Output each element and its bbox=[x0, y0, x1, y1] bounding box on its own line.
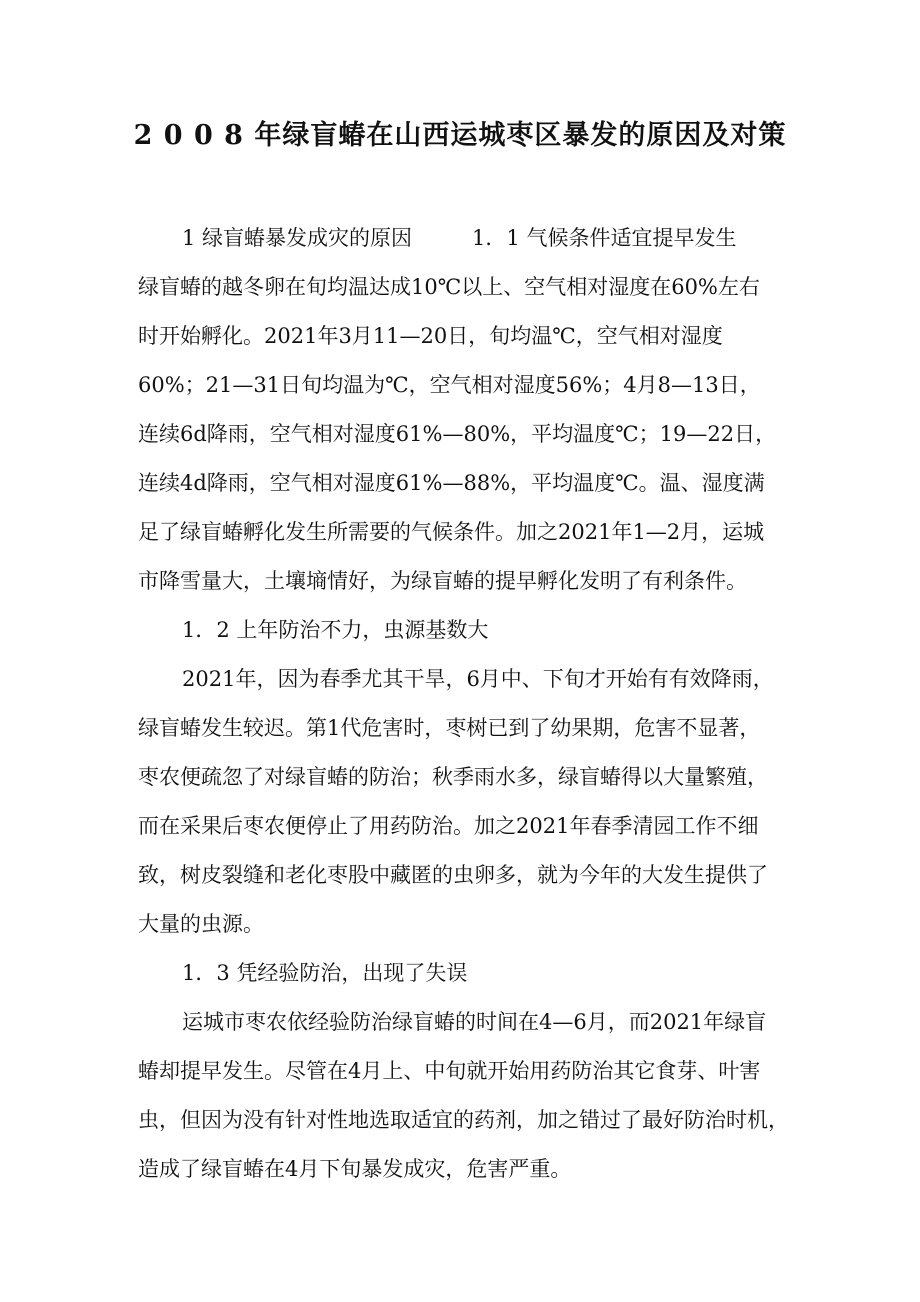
text-line: 足了绿盲蝽孵化发生所需要的气候条件。加之2021年1—2月，运城 bbox=[138, 520, 765, 544]
text-line: 绿盲蝽发生较迟。第1代危害时，枣树已到了幼果期，危害不显著， bbox=[138, 716, 761, 740]
text-line bbox=[138, 214, 788, 263]
text-line: 市降雪量大，土壤墒情好，为绿盲蝽的提早孵化发明了有利条件。 bbox=[138, 569, 747, 593]
document-title: 2 0 0 8 年绿盲蝽在山西运城枣区暴发的原因及对策 bbox=[133, 120, 787, 151]
text-line: 60%；21—31日旬均温为℃，空气相对湿度56%；4月8—13日， bbox=[138, 373, 761, 397]
text-line: 枣农便疏忽了对绿盲蝽的防治；秋季雨水多，绿盲蝽得以大量繁殖， bbox=[138, 765, 768, 789]
subsection-heading: 1．2 上年防治不力，虫源基数大 bbox=[182, 618, 489, 642]
text-line: 大量的虫源。 bbox=[138, 912, 264, 936]
subsection-heading: 1．1 气候条件适宜提早发生 bbox=[472, 226, 737, 250]
text-line: 绿盲蝽的越冬卵在旬均温达成10℃以上、空气相对湿度在60%左右 bbox=[138, 275, 760, 299]
text-line: 连续6d降雨，空气相对湿度61%—80%，平均温度℃；19—22日， bbox=[138, 422, 777, 446]
text-line: 2021年，因为春季尤其干旱，6月中、下旬才开始有有效降雨， bbox=[182, 667, 774, 691]
text-line: 虫，但因为没有针对性地选取适宜的药剂，加之错过了最好防治时机， bbox=[138, 1108, 789, 1132]
text-line: 致，树皮裂缝和老化枣股中藏匿的虫卵多，就为今年的大发生提供了 bbox=[138, 863, 768, 887]
text-line: 连续4d降雨，空气相对湿度61%—88%，平均温度℃。温、湿度满 bbox=[138, 471, 765, 495]
section-heading: 1 绿盲蝽暴发成灾的原因 bbox=[182, 226, 413, 250]
text-line: 蝽却提早发生。尽管在4月上、中旬就开始用药防治其它食芽、叶害 bbox=[138, 1059, 761, 1083]
text-line: 而在采果后枣农便停止了用药防治。加之2021年春季清园工作不细 bbox=[138, 814, 759, 838]
document-body bbox=[138, 214, 788, 1194]
text-line: 运城市枣农依经验防治绿盲蝽的时间在4—6月，而2021年绿盲 bbox=[182, 1010, 767, 1034]
subsection-heading: 1．3 凭经验防治，出现了失误 bbox=[182, 961, 468, 985]
text-line: 造成了绿盲蝽在4月下旬暴发成灾，危害严重。 bbox=[138, 1157, 572, 1181]
text-line: 时开始孵化。2021年3月11—20日，旬均温℃，空气相对湿度 bbox=[138, 324, 723, 348]
